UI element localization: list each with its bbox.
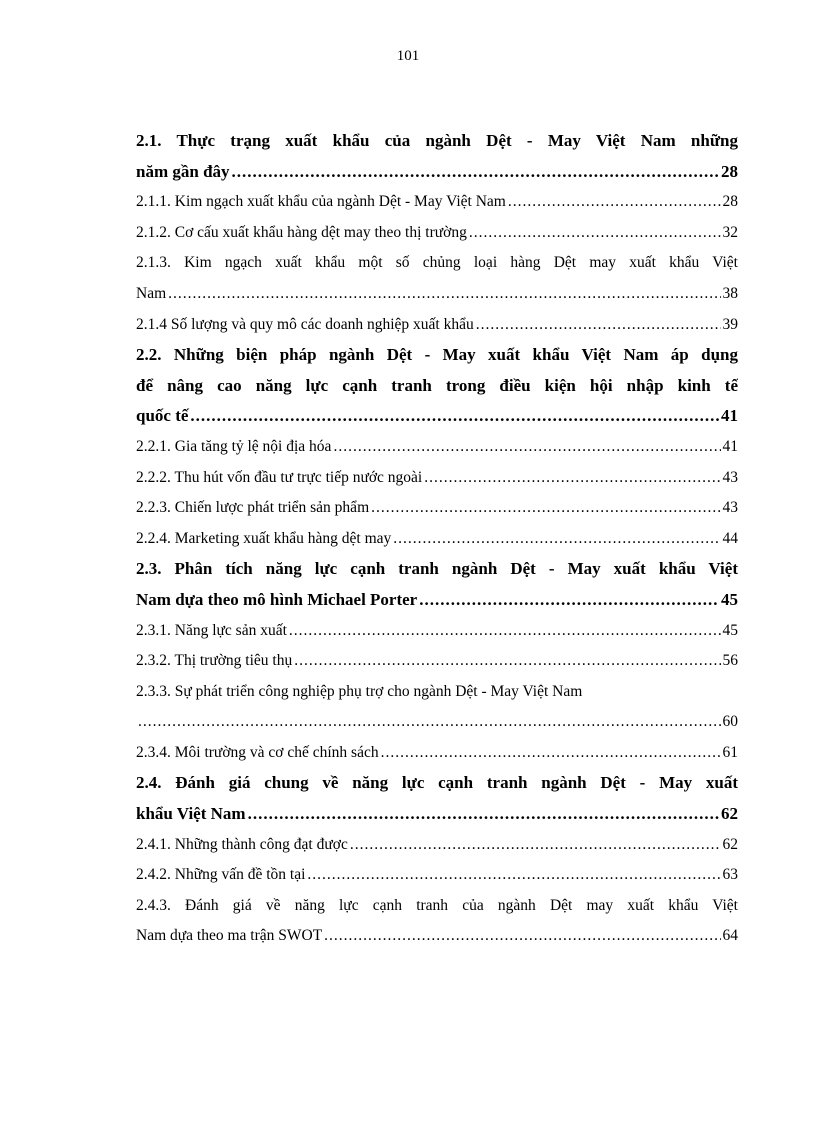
toc-page-number: 39 xyxy=(722,315,738,333)
toc-entry-title: 2.2.1. Gia tăng tỷ lệ nội địa hóa xyxy=(136,437,332,455)
toc-line xyxy=(136,830,738,861)
toc-entry-title: khẩu Việt Nam xyxy=(136,804,246,824)
toc-line xyxy=(136,616,738,647)
toc-line xyxy=(136,646,738,677)
toc-entry-title: 2.1.2. Cơ cấu xuất khẩu hàng dệt may theo thị trường xyxy=(136,223,467,241)
toc-page-number: 43 xyxy=(722,499,738,517)
toc-entry-title: 2.2. Những biện pháp ngành Dệt - May xuất khẩu Việt Nam áp dụng xyxy=(136,345,738,365)
dot-leader xyxy=(248,799,719,830)
toc-line xyxy=(136,707,738,738)
dot-leader xyxy=(190,401,719,432)
toc-entry-title: 2.4.2. Những vấn đề tồn tại xyxy=(136,866,306,884)
toc-entry-title: 2.3.4. Môi trường và cơ chế chính sách xyxy=(136,743,379,761)
dot-leader xyxy=(307,860,720,891)
toc-entry-title: năm gần đây xyxy=(136,161,230,181)
toc-page-number: 62 xyxy=(722,835,738,853)
toc-entry-title: quốc tế xyxy=(136,406,189,426)
toc-page-number: 32 xyxy=(722,223,738,241)
toc-line xyxy=(136,493,738,524)
toc-line xyxy=(136,310,738,341)
toc-entry-title: 2.1.1. Kim ngạch xuất khẩu của ngành Dệt - May Việt Nam xyxy=(136,193,506,211)
toc-line xyxy=(136,279,738,310)
dot-leader xyxy=(476,310,721,341)
toc-line xyxy=(136,187,738,218)
dot-leader xyxy=(232,157,719,188)
toc-page-number: 61 xyxy=(722,743,738,761)
toc-page-number: 28 xyxy=(722,193,738,211)
toc-entry-title: 2.3.2. Thị trường tiêu thụ xyxy=(136,652,293,670)
toc-entry-title: 2.1. Thực trạng xuất khẩu của ngành Dệt - May Việt Nam những xyxy=(136,131,738,150)
dot-leader xyxy=(424,463,720,494)
toc-line xyxy=(136,524,738,555)
dot-leader xyxy=(393,524,720,555)
toc-page-number: 63 xyxy=(722,866,738,884)
dot-leader xyxy=(350,830,721,861)
dot-leader xyxy=(469,218,721,249)
dot-leader xyxy=(289,616,721,647)
toc-entry-title: 2.1.3. Kim ngạch xuất khẩu một số chủng loại hàng Dệt may xuất khẩu Việt xyxy=(136,254,738,272)
toc-page-number: 43 xyxy=(722,468,738,486)
toc-entry-title: 2.2.3. Chiến lược phát triển sản phẩm xyxy=(136,499,370,517)
toc-line xyxy=(136,738,738,769)
dot-leader xyxy=(371,493,720,524)
toc-entry-title: 2.3.3. Sự phát triển công nghiệp phụ trợ cho ngành Dệt - May Việt Nam xyxy=(136,682,583,700)
dot-leader xyxy=(333,432,720,463)
toc-entry-title: Nam dựa theo mô hình Michael Porter xyxy=(136,589,418,609)
toc-line xyxy=(136,401,738,432)
toc-entry-title: 2.2.2. Thu hút vốn đầu tư trực tiếp nước ngoài xyxy=(136,468,423,486)
toc-entry-title: 2.3. Phân tích năng lực cạnh tranh ngành Dệt - May xuất khẩu Việt xyxy=(136,559,738,579)
toc-line xyxy=(136,218,738,249)
dot-leader xyxy=(419,585,719,616)
toc-page-number: 56 xyxy=(722,652,738,670)
toc-entry-title: để nâng cao năng lực cạnh tranh trong điều kiện hội nhập kinh tế xyxy=(136,375,738,395)
toc-page-number: 60 xyxy=(722,713,738,731)
toc-line xyxy=(136,463,738,494)
toc-page-number: 41 xyxy=(722,437,738,455)
toc-page-number: 45 xyxy=(721,589,738,609)
toc-entry-title: 2.4.1. Những thành công đạt được xyxy=(136,835,348,853)
toc-entry-title: Nam dựa theo ma trận SWOT xyxy=(136,927,323,945)
dot-leader xyxy=(294,646,720,677)
toc-page-number: 45 xyxy=(722,621,738,639)
page-number: 101 xyxy=(396,48,420,64)
dot-leader xyxy=(381,738,721,769)
toc-line xyxy=(136,921,738,952)
toc-entry-title: 2.2.4. Marketing xuất khẩu hàng dệt may xyxy=(136,529,392,547)
toc-page-number: 44 xyxy=(722,529,738,547)
toc-page-number: 64 xyxy=(722,927,738,945)
toc-line xyxy=(136,860,738,891)
toc-entry-title: 2.3.1. Năng lực sản xuất xyxy=(136,621,287,639)
toc-entry-title: 2.4. Đánh giá chung về năng lực cạnh tranh ngành Dệt - May xuất xyxy=(136,773,738,793)
toc-line xyxy=(136,432,738,463)
toc-entry-title: 2.4.3. Đánh giá về năng lực cạnh tranh của ngành Dệt may xuất khẩu Việt xyxy=(136,896,738,914)
toc-page-number: 38 xyxy=(722,284,738,302)
toc-entry-title: Nam xyxy=(136,284,167,302)
dot-leader xyxy=(508,187,721,218)
toc-line xyxy=(136,799,738,830)
table-of-contents xyxy=(136,126,738,952)
dot-leader xyxy=(324,921,720,952)
dot-leader xyxy=(168,279,720,310)
toc-page-number: 41 xyxy=(721,406,738,426)
toc-page-number: 62 xyxy=(721,804,738,824)
toc-line xyxy=(136,585,738,616)
dot-leader xyxy=(138,707,721,738)
toc-page-number: 28 xyxy=(721,161,738,181)
toc-line xyxy=(136,157,738,188)
toc-entry-title: 2.1.4 Số lượng và quy mô các doanh nghiệp xuất khẩu xyxy=(136,315,474,333)
